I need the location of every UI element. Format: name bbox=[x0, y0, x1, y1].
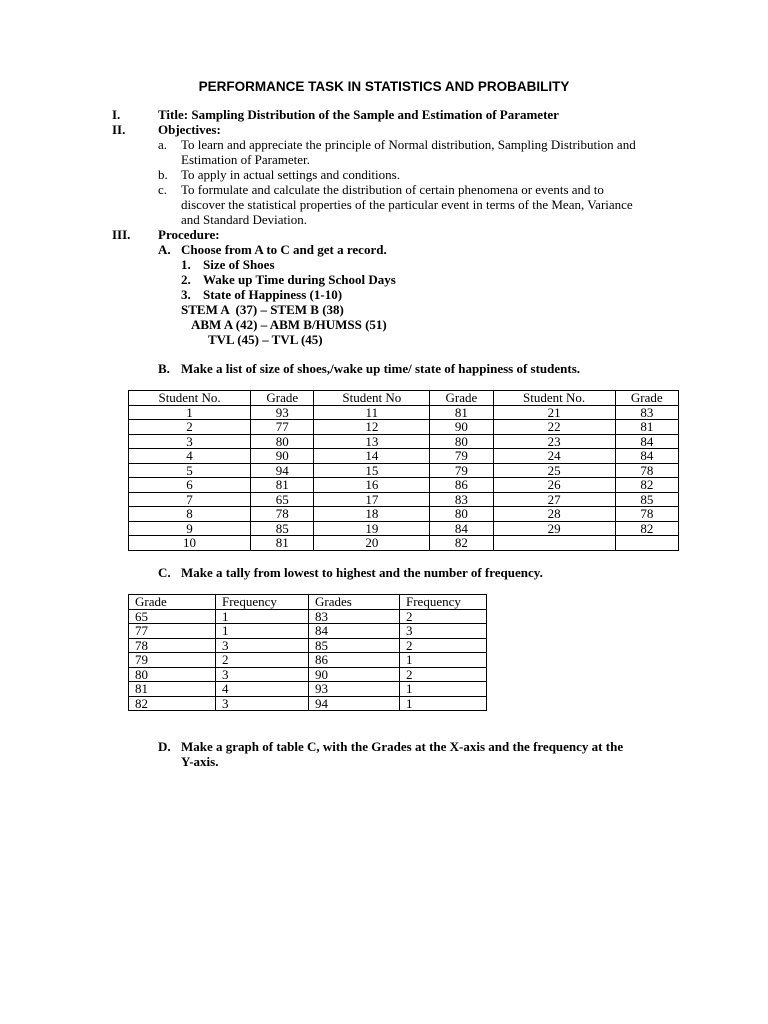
table-cell: 79 bbox=[430, 449, 493, 464]
table-cell: 84 bbox=[615, 434, 678, 449]
table-cell: 3 bbox=[216, 667, 309, 682]
table-cell: 17 bbox=[314, 492, 430, 507]
table-cell: 82 bbox=[615, 478, 678, 493]
table-row bbox=[129, 624, 487, 639]
table-cell: 80 bbox=[430, 434, 493, 449]
table-cell: 93 bbox=[251, 405, 314, 420]
table-cell: 85 bbox=[251, 521, 314, 536]
step-d-letter: D. bbox=[158, 739, 171, 754]
table-cell: 9 bbox=[129, 521, 251, 536]
table-cell: 93 bbox=[309, 682, 400, 697]
section-1-number: I. bbox=[112, 107, 121, 122]
table-header-row bbox=[129, 391, 679, 406]
table-header-row bbox=[129, 595, 487, 610]
table-row bbox=[129, 653, 487, 668]
table-cell: 90 bbox=[309, 667, 400, 682]
table-cell: 81 bbox=[129, 682, 216, 697]
header-cell: Student No bbox=[314, 391, 430, 406]
table-row bbox=[129, 449, 679, 464]
table-row bbox=[129, 478, 679, 493]
header-cell: Grade bbox=[251, 391, 314, 406]
table-cell: 19 bbox=[314, 521, 430, 536]
table-cell: 4 bbox=[216, 682, 309, 697]
choice-1-number: 1. bbox=[181, 257, 191, 272]
step-d-line-2: Y-axis. bbox=[181, 754, 219, 769]
table-row bbox=[129, 521, 679, 536]
table-row bbox=[129, 609, 487, 624]
objective-c-line-2: discover the statistical properties of the particular event in terms of the Mean, Variance bbox=[181, 197, 633, 212]
table-cell: 2 bbox=[400, 609, 487, 624]
header-cell: Student No. bbox=[493, 391, 615, 406]
table-cell: 6 bbox=[129, 478, 251, 493]
table-cell: 22 bbox=[493, 420, 615, 435]
table-cell: 78 bbox=[251, 507, 314, 522]
table-cell: 29 bbox=[493, 521, 615, 536]
table-cell: 3 bbox=[400, 624, 487, 639]
table-row bbox=[129, 463, 679, 478]
table-cell: 94 bbox=[309, 696, 400, 711]
table-cell: 3 bbox=[129, 434, 251, 449]
table-cell: 3 bbox=[216, 696, 309, 711]
table-cell: 84 bbox=[615, 449, 678, 464]
table-cell: 4 bbox=[129, 449, 251, 464]
table-row bbox=[129, 638, 487, 653]
student-grades-table bbox=[128, 390, 679, 551]
table-cell: 90 bbox=[430, 420, 493, 435]
objective-c-line-3: and Standard Deviation. bbox=[181, 212, 307, 227]
table-cell bbox=[615, 536, 678, 551]
table-cell: 65 bbox=[129, 609, 216, 624]
step-d-line-1: Make a graph of table C, with the Grades at the X-axis and the frequency at the bbox=[181, 739, 624, 754]
table-cell: 80 bbox=[251, 434, 314, 449]
step-b-text: Make a list of size of shoes,/wake up time/ state of happiness of students. bbox=[181, 361, 581, 376]
header-cell: Grades bbox=[309, 595, 400, 610]
objective-a-line-1: To learn and appreciate the principle of Normal distribution, Sampling Distribution and bbox=[181, 137, 636, 152]
objective-a-letter: a. bbox=[158, 137, 168, 152]
table-cell: 2 bbox=[400, 667, 487, 682]
table-cell: 23 bbox=[493, 434, 615, 449]
step-c-text: Make a tally from lowest to highest and the number of frequency. bbox=[181, 565, 543, 580]
table-cell: 25 bbox=[493, 463, 615, 478]
objectives-heading: Objectives: bbox=[158, 122, 221, 137]
table-cell: 1 bbox=[400, 696, 487, 711]
table-cell: 78 bbox=[129, 638, 216, 653]
choice-1-text: Size of Shoes bbox=[203, 257, 275, 272]
header-cell: Grade bbox=[615, 391, 678, 406]
section-pair-3: TVL (45) – TVL (45) bbox=[208, 332, 323, 347]
choice-2-text: Wake up Time during School Days bbox=[203, 272, 396, 287]
table-row bbox=[129, 420, 679, 435]
table-cell: 2 bbox=[400, 638, 487, 653]
table-cell: 16 bbox=[314, 478, 430, 493]
table-cell: 77 bbox=[129, 624, 216, 639]
choice-2-number: 2. bbox=[181, 272, 191, 287]
table-cell: 8 bbox=[129, 507, 251, 522]
table-cell: 14 bbox=[314, 449, 430, 464]
table-cell: 21 bbox=[493, 405, 615, 420]
table-cell: 86 bbox=[309, 653, 400, 668]
table-cell: 79 bbox=[430, 463, 493, 478]
section-2-number: II. bbox=[112, 122, 126, 137]
header-cell: Grade bbox=[430, 391, 493, 406]
choice-3-text: State of Happiness (1-10) bbox=[203, 287, 343, 302]
objective-c-line-1: To formulate and calculate the distribution of certain phenomena or events and to bbox=[181, 182, 604, 197]
table-cell: 86 bbox=[430, 478, 493, 493]
table-cell: 2 bbox=[216, 653, 309, 668]
table-cell: 26 bbox=[493, 478, 615, 493]
procedure-heading: Procedure: bbox=[158, 227, 220, 242]
objective-b-letter: b. bbox=[158, 167, 168, 182]
table-cell: 11 bbox=[314, 405, 430, 420]
table-row bbox=[129, 405, 679, 420]
table-cell: 85 bbox=[309, 638, 400, 653]
table-cell: 1 bbox=[216, 624, 309, 639]
step-c-letter: C. bbox=[158, 565, 171, 580]
table-cell: 28 bbox=[493, 507, 615, 522]
section-1-title: Title: Sampling Distribution of the Sample and Estimation of Parameter bbox=[158, 107, 559, 122]
header-cell: Frequency bbox=[400, 595, 487, 610]
section-pair-2: ABM A (42) – ABM B/HUMSS (51) bbox=[191, 317, 387, 332]
table-cell: 81 bbox=[615, 420, 678, 435]
table-cell: 78 bbox=[615, 507, 678, 522]
table-cell: 20 bbox=[314, 536, 430, 551]
table-cell: 84 bbox=[309, 624, 400, 639]
choice-3-number: 3. bbox=[181, 287, 191, 302]
table-cell: 3 bbox=[216, 638, 309, 653]
table-cell: 15 bbox=[314, 463, 430, 478]
section-3-number: III. bbox=[112, 227, 131, 242]
table-cell: 81 bbox=[430, 405, 493, 420]
table-cell: 80 bbox=[129, 667, 216, 682]
table-row bbox=[129, 696, 487, 711]
table-cell: 5 bbox=[129, 463, 251, 478]
step-a-text: Choose from A to C and get a record. bbox=[181, 242, 387, 257]
table-cell: 83 bbox=[309, 609, 400, 624]
table-cell: 13 bbox=[314, 434, 430, 449]
table-cell: 10 bbox=[129, 536, 251, 551]
table-cell: 78 bbox=[615, 463, 678, 478]
objective-a-line-2: Estimation of Parameter. bbox=[181, 152, 310, 167]
header-cell: Grade bbox=[129, 595, 216, 610]
table-cell: 84 bbox=[430, 521, 493, 536]
header-cell: Frequency bbox=[216, 595, 309, 610]
section-pair-1: STEM A (37) – STEM B (38) bbox=[181, 302, 344, 317]
table-cell: 2 bbox=[129, 420, 251, 435]
table-cell: 1 bbox=[400, 653, 487, 668]
table-row bbox=[129, 667, 487, 682]
table-cell: 27 bbox=[493, 492, 615, 507]
frequency-table bbox=[128, 594, 487, 711]
table-row bbox=[129, 434, 679, 449]
table-cell: 81 bbox=[251, 536, 314, 551]
table-cell: 1 bbox=[216, 609, 309, 624]
table-cell: 83 bbox=[430, 492, 493, 507]
table-cell: 81 bbox=[251, 478, 314, 493]
document-title: PERFORMANCE TASK IN STATISTICS AND PROBABILITY bbox=[198, 79, 570, 94]
table-cell: 90 bbox=[251, 449, 314, 464]
step-a-letter: A. bbox=[158, 242, 171, 257]
table-cell: 82 bbox=[615, 521, 678, 536]
table-cell: 7 bbox=[129, 492, 251, 507]
objective-c-letter: c. bbox=[158, 182, 168, 197]
table-row bbox=[129, 507, 679, 522]
table-cell: 12 bbox=[314, 420, 430, 435]
header-cell: Student No. bbox=[129, 391, 251, 406]
table-cell: 77 bbox=[251, 420, 314, 435]
table-row bbox=[129, 682, 487, 697]
table-cell: 94 bbox=[251, 463, 314, 478]
table-cell: 65 bbox=[251, 492, 314, 507]
table-cell: 24 bbox=[493, 449, 615, 464]
table-row bbox=[129, 536, 679, 551]
table-cell: 79 bbox=[129, 653, 216, 668]
objective-b-line-1: To apply in actual settings and conditions. bbox=[181, 167, 400, 182]
table-cell: 83 bbox=[615, 405, 678, 420]
table-cell: 18 bbox=[314, 507, 430, 522]
table-cell: 82 bbox=[430, 536, 493, 551]
table-cell: 82 bbox=[129, 696, 216, 711]
table-cell: 80 bbox=[430, 507, 493, 522]
table-row bbox=[129, 492, 679, 507]
table-cell: 1 bbox=[400, 682, 487, 697]
table-cell: 85 bbox=[615, 492, 678, 507]
step-b-letter: B. bbox=[158, 361, 170, 376]
table-cell bbox=[493, 536, 615, 551]
table-cell: 1 bbox=[129, 405, 251, 420]
